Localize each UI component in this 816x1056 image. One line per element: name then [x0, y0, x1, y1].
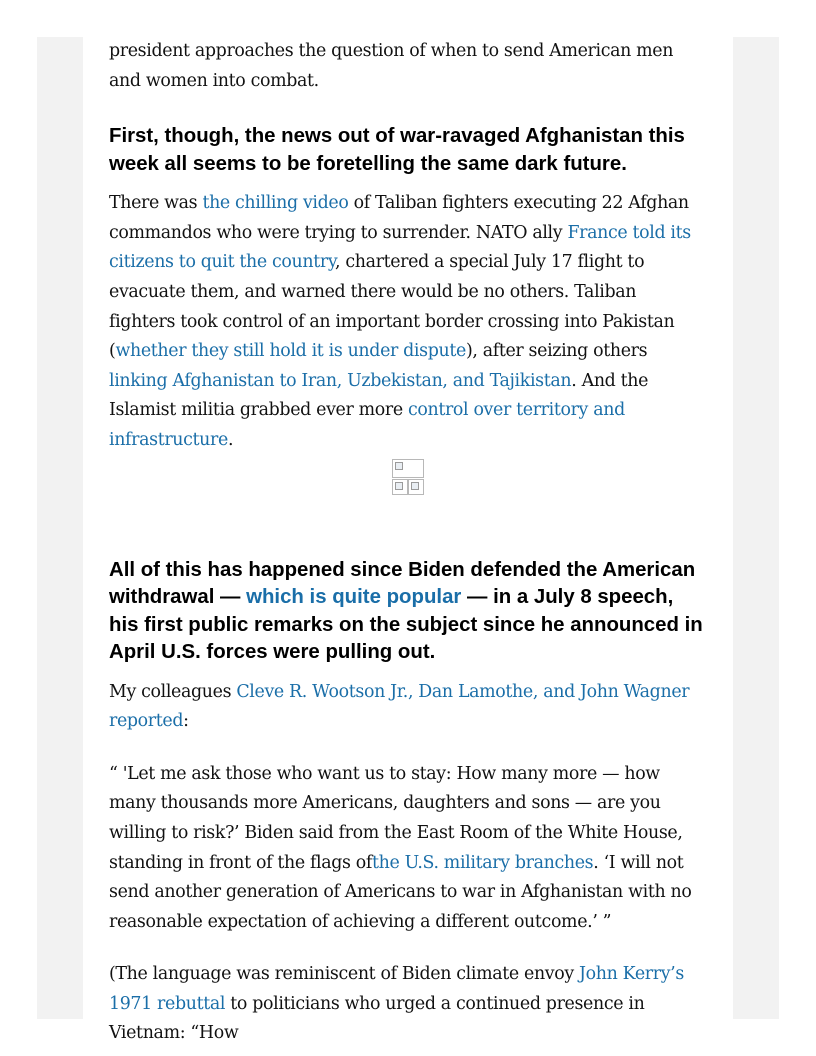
- text-run: to politicians who urged a continued presence in Vietnam: “How: [109, 993, 645, 1044]
- text-run: There was: [109, 193, 203, 214]
- quote-run: “ 'Let me ask those who want us to stay: How many more — how many thousands more Americans, daughters and sons — are you willing to risk?’ Biden said from the East Room of the White House, standing in front of the flags of: [109, 763, 683, 873]
- broken-image-group: [392, 459, 424, 495]
- territory-control-link[interactable]: control over territory and infrastructure: [109, 400, 625, 450]
- quite-popular-link[interactable]: which is quite popular: [246, 586, 462, 609]
- intro-paragraph: president approaches the question of when to send American men and women into combat.: [109, 41, 674, 91]
- section-heading-1: First, though, the news out of war-ravaged Afghanistan this week all seems to be foretelling the same dark future.: [109, 125, 685, 175]
- article-column: [109, 37, 707, 1049]
- quote-run: . ‘I will not send another generation of Americans to war in Afghanistan with no reasonable expectation of achieving a different outcome.’ ”: [109, 852, 692, 932]
- text-run: :: [183, 711, 189, 732]
- colleagues-report-link[interactable]: Cleve R. Wootson Jr., Dan Lamothe, and John Wagner reported: [109, 681, 690, 732]
- colleagues-credit-paragraph: [109, 678, 707, 737]
- afghanistan-news-paragraph: [109, 189, 707, 455]
- border-dispute-link[interactable]: whether they still hold it is under dispute: [115, 341, 466, 362]
- broken-image-icon: [408, 479, 424, 495]
- chilling-video-link[interactable]: the chilling video: [202, 193, 349, 214]
- broken-image-icon: [392, 459, 424, 478]
- left-gutter: [37, 37, 83, 1019]
- text-run: of Taliban fighters executing 22 Afghan commandos who were trying to surrender. NATO ally: [109, 193, 689, 243]
- text-run: . And the Islamist militia grabbed ever more: [109, 370, 649, 421]
- border-crossings-link[interactable]: linking Afghanistan to Iran, Uzbekistan, and Tajikistan: [109, 370, 572, 391]
- france-citizens-link[interactable]: France told its citizens to quit the country: [109, 222, 691, 273]
- biden-quote-paragraph: [109, 760, 707, 938]
- kerry-paragraph: [109, 960, 707, 1049]
- section-heading-2: [109, 557, 707, 667]
- heading-run: — in a July 8 speech, his first public remarks on the subject since he announced in April U.S. forces were pulling out.: [109, 586, 703, 664]
- text-run: (The language was reminiscent of Biden climate envoy: [109, 964, 580, 985]
- text-run: My colleagues: [109, 681, 237, 702]
- text-run: .: [227, 429, 234, 450]
- broken-image-icon: [392, 479, 408, 495]
- military-branches-link[interactable]: the U.S. military branches: [372, 852, 594, 873]
- right-gutter: [733, 37, 779, 1019]
- heading-run: All of this has happened since Biden defended the American withdrawal —: [109, 558, 696, 609]
- kerry-rebuttal-link[interactable]: John Kerry’s 1971 rebuttal: [109, 964, 684, 1014]
- text-run: , chartered a special July 17 flight to evacuate them, and warned there would be no others. Taliban fighters took control of an important border crossing into Pakistan (: [109, 252, 675, 362]
- text-run: ), after seizing others: [465, 341, 648, 362]
